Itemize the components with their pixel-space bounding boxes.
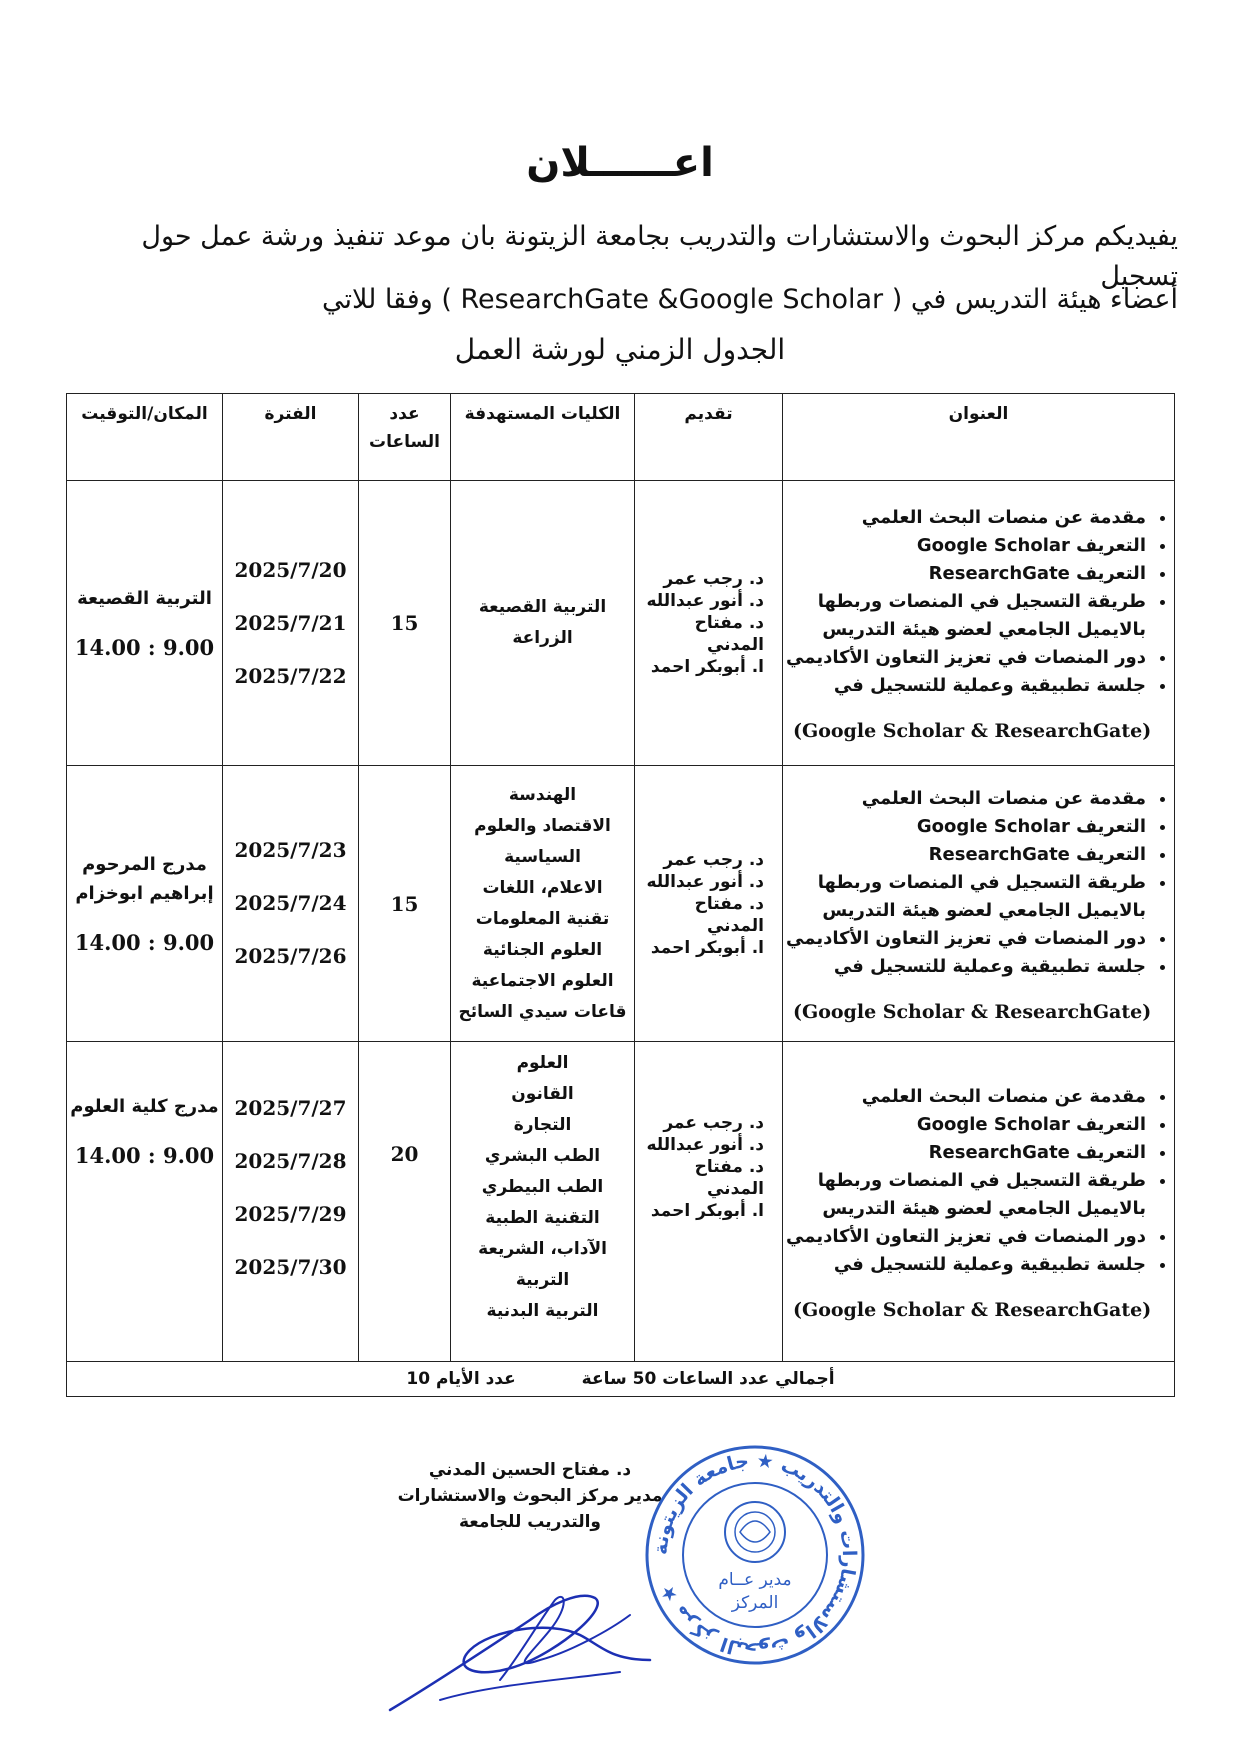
presenter-name: د. مفتاح المدني bbox=[694, 1157, 764, 1199]
table-header-row bbox=[67, 394, 1175, 481]
faculties-cell bbox=[451, 1042, 635, 1362]
list-item: • جلسة تطبيقية وعملية للتسجيل في bbox=[783, 672, 1148, 700]
list-item: • مقدمة عن منصات البحث العلمي bbox=[783, 785, 1148, 813]
topics-list bbox=[783, 504, 1174, 700]
table-row bbox=[67, 1042, 1175, 1362]
platforms-label: (Google Scholar & ResearchGate) bbox=[793, 1298, 1152, 1321]
total-days: عدد الأيام 10 bbox=[406, 1369, 516, 1389]
period-cell bbox=[223, 766, 359, 1042]
period-cell bbox=[223, 481, 359, 766]
list-item: • التعريف Google Scholar bbox=[783, 1111, 1148, 1139]
faculty-name: التربية القصيعة bbox=[478, 597, 607, 617]
faculty-name: القانون bbox=[511, 1084, 574, 1104]
faculty-name: الاقتصاد والعلوم bbox=[474, 815, 611, 836]
topics-list bbox=[783, 1083, 1174, 1279]
presenter-name: د. مفتاح المدني bbox=[694, 613, 764, 655]
presenter-name: د. رجب عمر bbox=[663, 569, 764, 589]
date-value: 2025/7/27 bbox=[234, 1096, 347, 1120]
faculty-name: العلوم bbox=[516, 1053, 569, 1073]
list-item: • طريقة التسجيل في المنصات وربطها بالايميل الجامعي لعضو هيئة التدريس bbox=[783, 588, 1148, 644]
presenter-name: ا. أبوبكر احمد bbox=[650, 657, 764, 677]
location-cell bbox=[67, 1042, 223, 1362]
location-name: مدرج كلية العلوم bbox=[70, 1096, 219, 1117]
list-item: • طريقة التسجيل في المنصات وربطها بالايميل الجامعي لعضو هيئة التدريس bbox=[783, 869, 1148, 925]
list-item: • التعريف ResearchGate bbox=[783, 841, 1148, 869]
location-name: مدرج المرحوم إبراهيم ابوخزام bbox=[75, 854, 214, 904]
presenter-name: ا. أبوبكر احمد bbox=[650, 937, 764, 958]
signer-block bbox=[380, 1457, 680, 1535]
list-item: • طريقة التسجيل في المنصات وربطها بالايميل الجامعي لعضو هيئة التدريس bbox=[783, 1167, 1148, 1223]
location-name: التربية القصيعة bbox=[77, 588, 212, 609]
presenter-name: د. رجب عمر bbox=[663, 1113, 764, 1133]
faculty-name: التقنية الطبية bbox=[485, 1208, 600, 1228]
header-presenters: تقديم bbox=[635, 394, 783, 481]
faculty-name: التربية bbox=[515, 1270, 570, 1290]
topics-cell bbox=[783, 766, 1175, 1042]
faculty-name: قاعات سيدي السائح bbox=[458, 1001, 627, 1022]
date-value: 2025/7/26 bbox=[234, 944, 347, 968]
presenters-cell bbox=[635, 1042, 783, 1362]
presenter-name: د. أنور عبدالله bbox=[646, 591, 764, 611]
stamp-emblem-icon bbox=[725, 1502, 785, 1562]
faculty-name: الطب البشري bbox=[484, 1146, 601, 1166]
header-title: العنوان bbox=[783, 394, 1175, 481]
faculties-cell bbox=[451, 766, 635, 1042]
hours-cell: 15 bbox=[359, 481, 451, 766]
announcement-title-text: اعــــــلان bbox=[526, 140, 714, 186]
signer-name: د. مفتاح الحسين المدني bbox=[428, 1460, 632, 1480]
list-item: • مقدمة عن منصات البحث العلمي bbox=[783, 504, 1148, 532]
topics-cell bbox=[783, 481, 1175, 766]
date-value: 2025/7/21 bbox=[234, 610, 347, 635]
period-cell bbox=[223, 1042, 359, 1362]
date-value: 2025/7/20 bbox=[234, 557, 347, 582]
faculty-name: الآداب، الشريعة bbox=[478, 1239, 607, 1259]
total-hours: أجمالي عدد الساعات 50 ساعة bbox=[581, 1369, 835, 1389]
presenter-name: ا. أبوبكر احمد bbox=[650, 1201, 764, 1221]
workshop-schedule-table bbox=[66, 393, 1175, 1397]
presenters-cell bbox=[635, 481, 783, 766]
platforms-label: (Google Scholar & ResearchGate) bbox=[793, 1000, 1152, 1023]
date-value: 2025/7/28 bbox=[234, 1149, 347, 1173]
table-row bbox=[67, 766, 1175, 1042]
header-period: الفترة bbox=[223, 394, 359, 481]
date-value: 2025/7/23 bbox=[234, 838, 347, 862]
hours-cell: 15 bbox=[359, 766, 451, 1042]
faculties-cell bbox=[451, 481, 635, 766]
topics-cell bbox=[783, 1042, 1175, 1362]
official-stamp bbox=[640, 1440, 870, 1670]
handwritten-signature bbox=[380, 1560, 660, 1720]
list-item: • دور المنصات في تعزيز التعاون الأكاديمي bbox=[783, 644, 1148, 672]
intro-line-2: أعضاء هيئة التدريس في ( ResearchGate &Google Scholar ) وفقا للاتي bbox=[321, 284, 1178, 315]
time-range: 14.00 : 9.00 bbox=[74, 930, 215, 955]
date-value: 2025/7/24 bbox=[234, 891, 347, 915]
presenter-name: د. أنور عبدالله bbox=[646, 1135, 764, 1155]
header-location: المكان/التوقيت bbox=[67, 394, 223, 481]
list-item: • التعريف ResearchGate bbox=[783, 1139, 1148, 1167]
location-cell bbox=[67, 766, 223, 1042]
totals-cell bbox=[67, 1362, 1175, 1397]
location-cell bbox=[67, 481, 223, 766]
list-item: • دور المنصات في تعزيز التعاون الأكاديمي bbox=[783, 925, 1148, 953]
list-item: • جلسة تطبيقية وعملية للتسجيل في bbox=[783, 1251, 1148, 1279]
stamp-ring-text: مركز البحوث والاستشارات والتدريب ★ جامعة الزيتونة ★ bbox=[649, 1449, 861, 1661]
stamp-center-bottom: المركز bbox=[731, 1593, 779, 1613]
announcement-title bbox=[0, 140, 1240, 186]
faculty-name: تقنية المعلومات bbox=[475, 908, 610, 929]
faculty-name: السياسية bbox=[504, 846, 581, 867]
faculty-name: الزراعة bbox=[512, 628, 573, 648]
intro-line-1: يفيديكم مركز البحوث والاستشارات والتدريب بجامعة الزيتونة بان موعد تنفيذ ورشة عمل حول تسجيل bbox=[141, 221, 1178, 292]
signer-title: مدير مركز البحوث والاستشارات والتدريب للجامعة bbox=[397, 1486, 663, 1532]
list-item: • دور المنصات في تعزيز التعاون الأكاديمي bbox=[783, 1223, 1148, 1251]
time-range: 14.00 : 9.00 bbox=[74, 1143, 215, 1168]
list-item: • جلسة تطبيقية وعملية للتسجيل في bbox=[783, 953, 1148, 981]
date-value: 2025/7/22 bbox=[234, 663, 347, 688]
faculty-name: العلوم الاجتماعية bbox=[471, 970, 614, 991]
faculty-name: الاعلام، اللغات bbox=[482, 877, 603, 898]
list-item: • التعريف Google Scholar bbox=[783, 813, 1148, 841]
time-range: 14.00 : 9.00 bbox=[74, 635, 215, 660]
table-row bbox=[67, 481, 1175, 766]
faculty-name: الهندسة bbox=[508, 784, 577, 805]
totals-row bbox=[67, 1362, 1175, 1397]
hours-cell: 20 bbox=[359, 1042, 451, 1362]
presenters-cell bbox=[635, 766, 783, 1042]
list-item: • مقدمة عن منصات البحث العلمي bbox=[783, 1083, 1148, 1111]
list-item: • التعريف ResearchGate bbox=[783, 560, 1148, 588]
header-faculties: الكليات المستهدفة bbox=[451, 394, 635, 481]
presenter-name: د. مفتاح المدني bbox=[694, 893, 764, 936]
topics-list bbox=[783, 785, 1174, 981]
header-hours: عدد الساعات bbox=[359, 394, 451, 481]
faculty-name: التربية البدنية bbox=[486, 1301, 599, 1321]
faculty-name: التجارة bbox=[513, 1115, 572, 1135]
list-item: • التعريف Google Scholar bbox=[783, 532, 1148, 560]
faculty-name: العلوم الجنائية bbox=[482, 939, 603, 960]
platforms-label: (Google Scholar & ResearchGate) bbox=[793, 720, 1152, 742]
faculty-name: الطب البيطري bbox=[481, 1177, 604, 1197]
date-value: 2025/7/29 bbox=[234, 1202, 347, 1226]
presenter-name: د. أنور عبدالله bbox=[646, 871, 764, 892]
stamp-center-top: مدير عــام bbox=[718, 1570, 792, 1590]
svg-text:مركز البحوث والاستشارات والتدر bbox=[650, 1450, 860, 1661]
schedule-subtitle: الجدول الزمني لورشة العمل bbox=[454, 333, 786, 366]
presenter-name: د. رجب عمر bbox=[663, 849, 764, 870]
date-value: 2025/7/30 bbox=[234, 1255, 347, 1279]
